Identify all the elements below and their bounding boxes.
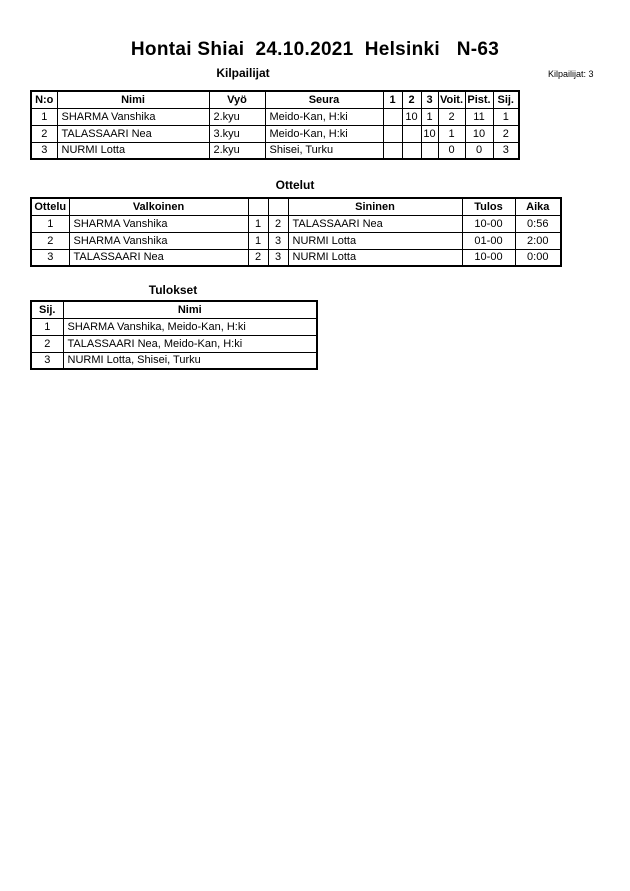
name-cell: TALASSAARI Nea [57,125,209,142]
white-no-cell: 2 [248,249,268,266]
wins-cell: 1 [438,125,465,142]
competitor-row [31,125,519,142]
column-header-white: Valkoinen [69,198,248,215]
result-name-cell: TALASSAARI Nea, Meido-Kan, H:ki [63,335,317,352]
score-2-cell [402,125,421,142]
result-row [31,352,317,369]
place-cell: 1 [493,108,519,125]
column-header-points: Pist. [465,91,493,108]
belt-cell: 2.kyu [209,142,265,159]
column-header-club: Seura [265,91,383,108]
place-cell: 2 [493,125,519,142]
club-cell: Shisei, Turku [265,142,383,159]
white-name-cell: SHARMA Vanshika [69,215,248,232]
no-cell: 3 [31,142,57,159]
section-title-results: Tulokset [148,283,198,297]
place-cell: 1 [31,318,63,335]
column-header-belt: Vyö [209,91,265,108]
column-header-wins: Voit. [438,91,465,108]
matches-table [30,197,562,267]
match-row [31,215,561,232]
wins-cell: 2 [438,108,465,125]
column-header-opp3: 3 [421,91,438,108]
match-no-cell: 3 [31,249,69,266]
club-cell: Meido-Kan, H:ki [265,108,383,125]
results-header-row [31,301,317,318]
blue-name-cell: NURMI Lotta [288,232,462,249]
points-cell: 10 [465,125,493,142]
page-title: Hontai Shiai 24.10.2021 Helsinki N-63 [130,39,500,60]
column-header-opp1: 1 [383,91,402,108]
match-no-cell: 2 [31,232,69,249]
column-header-place: Sij. [31,301,63,318]
points-cell: 11 [465,108,493,125]
column-header-name: Nimi [57,91,209,108]
column-header-blue: Sininen [288,198,462,215]
white-no-cell: 1 [248,215,268,232]
score-1-cell [383,125,402,142]
place-cell: 3 [493,142,519,159]
score-2-cell [402,142,421,159]
competitors-header-row [31,91,519,108]
no-cell: 1 [31,108,57,125]
score-3-cell: 10 [421,125,438,142]
wins-cell: 0 [438,142,465,159]
score-1-cell [383,142,402,159]
result-cell: 10-00 [462,249,515,266]
blue-name-cell: NURMI Lotta [288,249,462,266]
matches-header-row [31,198,561,215]
score-3-cell [421,142,438,159]
white-name-cell: TALASSAARI Nea [69,249,248,266]
column-header-place: Sij. [493,91,519,108]
blue-no-cell: 2 [268,215,288,232]
column-header-match-no: Ottelu [31,198,69,215]
competitor-row [31,108,519,125]
time-cell: 0:56 [515,215,561,232]
result-cell: 01-00 [462,232,515,249]
result-row [31,335,317,352]
blue-name-cell: TALASSAARI Nea [288,215,462,232]
name-cell: NURMI Lotta [57,142,209,159]
points-cell: 0 [465,142,493,159]
result-name-cell: SHARMA Vanshika, Meido-Kan, H:ki [63,318,317,335]
results-table [30,300,318,370]
column-header-no: N:o [31,91,57,108]
time-cell: 2:00 [515,232,561,249]
column-header-blue-no [268,198,288,215]
belt-cell: 2.kyu [209,108,265,125]
competitor-count-label: Kilpailijat: 3 [548,69,594,79]
name-cell: SHARMA Vanshika [57,108,209,125]
match-row [31,249,561,266]
competitor-row [31,142,519,159]
no-cell: 2 [31,125,57,142]
place-cell: 2 [31,335,63,352]
place-cell: 3 [31,352,63,369]
column-header-opp2: 2 [402,91,421,108]
match-row [31,232,561,249]
score-2-cell: 10 [402,108,421,125]
column-header-white-no [248,198,268,215]
score-1-cell [383,108,402,125]
column-header-result: Tulos [462,198,515,215]
match-no-cell: 1 [31,215,69,232]
time-cell: 0:00 [515,249,561,266]
column-header-time: Aika [515,198,561,215]
competitors-table [30,90,520,160]
blue-no-cell: 3 [268,232,288,249]
blue-no-cell: 3 [268,249,288,266]
belt-cell: 3.kyu [209,125,265,142]
column-header-name: Nimi [63,301,317,318]
section-title-matches: Ottelut [275,178,315,192]
result-row [31,318,317,335]
result-cell: 10-00 [462,215,515,232]
result-name-cell: NURMI Lotta, Shisei, Turku [63,352,317,369]
club-cell: Meido-Kan, H:ki [265,125,383,142]
white-name-cell: SHARMA Vanshika [69,232,248,249]
section-title-competitors: Kilpailijat [216,66,270,80]
white-no-cell: 1 [248,232,268,249]
score-3-cell: 1 [421,108,438,125]
